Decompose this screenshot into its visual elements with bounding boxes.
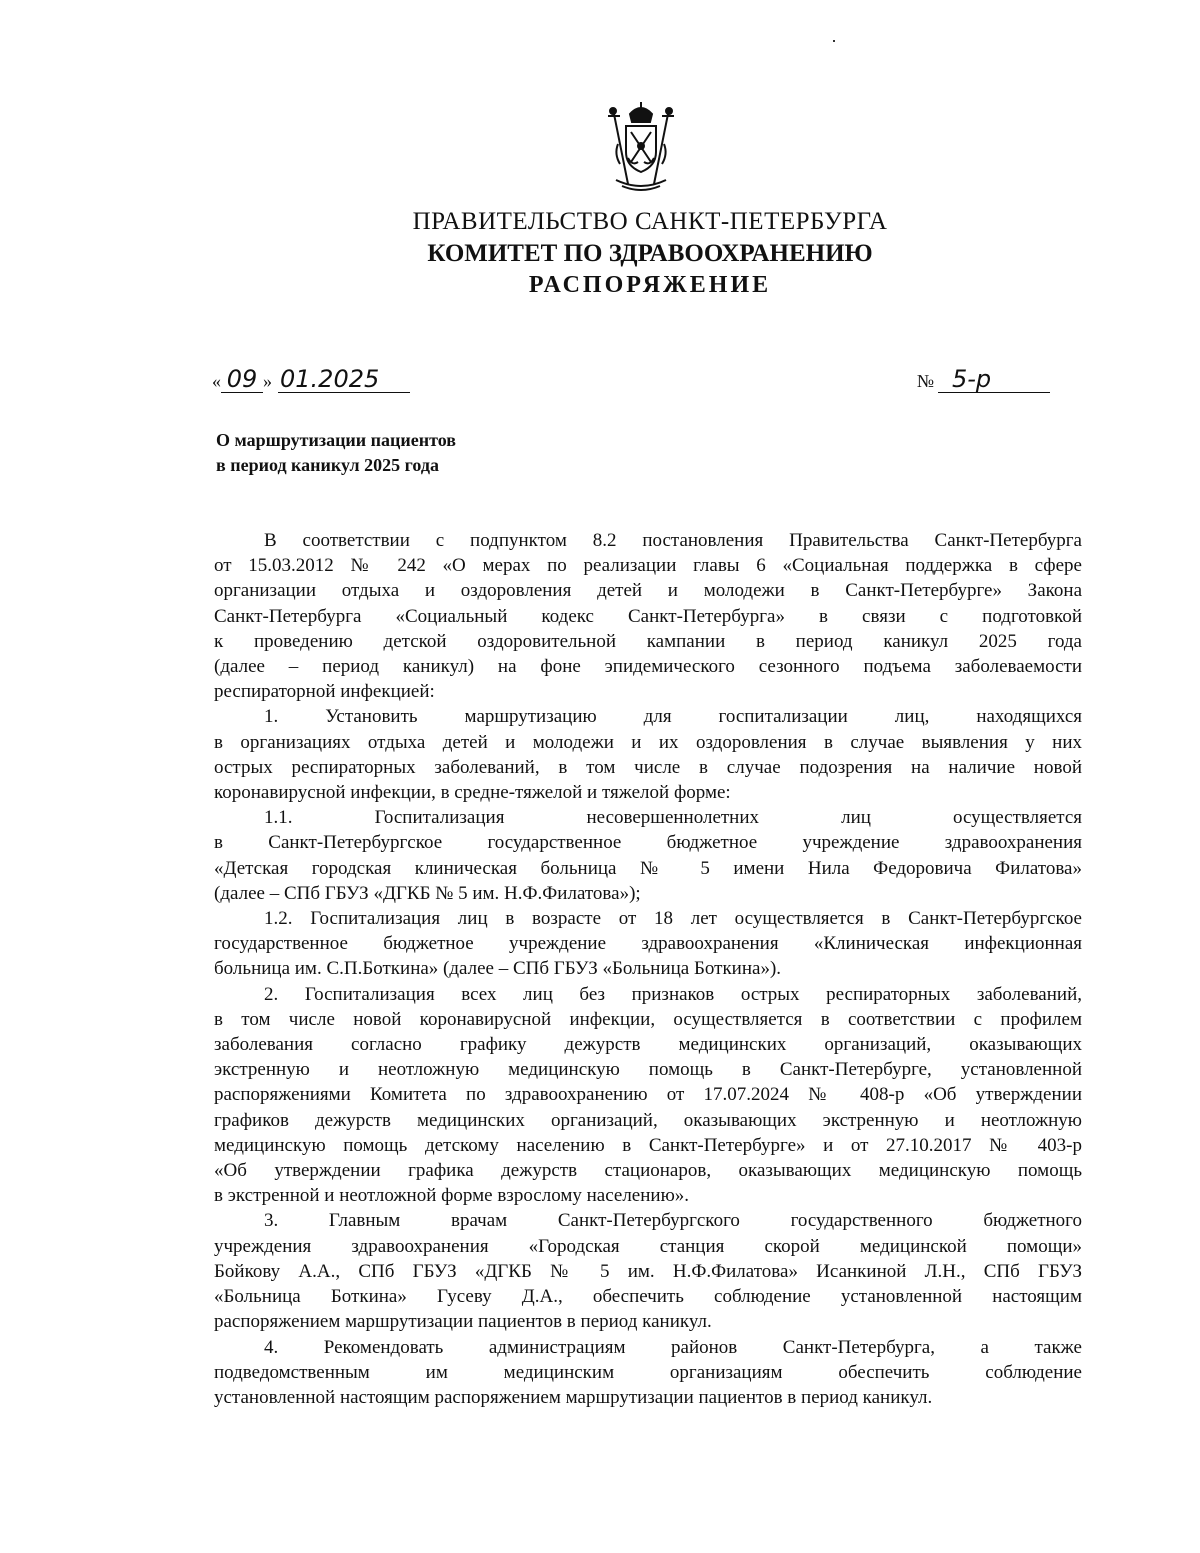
paragraph-line: 2. Госпитализация всех лиц без признаков острых респираторных заболеваний, xyxy=(264,983,1082,1005)
paragraph-line: 1. Установить маршрутизацию для госпитализации лиц, находящихся xyxy=(264,706,1082,728)
quote-open: « xyxy=(212,371,221,391)
subject-line-1: О маршрутизации пациентов xyxy=(216,430,457,450)
paragraph-line: респираторной инфекцией: xyxy=(214,681,435,703)
document-number xyxy=(917,366,1050,393)
paragraph-line: острых респираторных заболеваний, в том числе в случае подозрения на наличие новой xyxy=(214,756,1082,778)
paragraph-line: подведомственным им медицинским организациям обеспечить соблюдение xyxy=(214,1361,1082,1383)
quote-close: » xyxy=(263,371,272,391)
date-number-row xyxy=(212,366,1092,406)
document-date xyxy=(212,366,410,393)
paragraph-line: организации отдыха и оздоровления детей и молодежи в Санкт-Петербурге» Закона xyxy=(214,580,1082,602)
document-body xyxy=(214,528,1082,1410)
paragraph-p12 xyxy=(214,906,1082,982)
paragraph-line: в экстренной и неотложной форме взрослому населению». xyxy=(214,1185,690,1207)
paragraph-line: (далее – СПб ГБУЗ «ДГКБ № 5 им. Н.Ф.Филатова»); xyxy=(214,882,641,904)
paragraph-line: учреждения здравоохранения «Городская станция скорой медицинской помощи» xyxy=(214,1235,1082,1257)
paragraph-line: распоряжением маршрутизации пациентов в период каникул. xyxy=(214,1311,712,1333)
paragraph-p11 xyxy=(214,805,1082,906)
paragraph-line: «Об утверждении графика дежурств стационаров, оказывающих медицинскую помощь xyxy=(214,1160,1082,1182)
paragraph-line: «Детская городская клиническая больница № 5 имени Нила Федоровича Филатова» xyxy=(214,857,1082,879)
coat-of-arms-icon xyxy=(600,100,682,192)
paragraph-line: Санкт-Петербурга «Социальный кодекс Санкт-Петербурга» в связи с подготовкой xyxy=(214,605,1082,627)
paragraph-line: 1.1. Госпитализация несовершеннолетних лиц осуществляется xyxy=(264,807,1082,829)
paragraph-line: 4. Рекомендовать администрациям районов Санкт-Петербурга, а также xyxy=(264,1336,1082,1358)
scan-speck xyxy=(833,40,835,42)
number-label: № xyxy=(916,371,934,391)
paragraph-line: к проведению детской оздоровительной кампании в период каникул 2025 года xyxy=(214,630,1082,652)
paragraph-line: В соответствии с подпунктом 8.2 постановления Правительства Санкт-Петербурга xyxy=(264,530,1082,551)
header-order: РАСПОРЯЖЕНИЕ xyxy=(528,272,772,298)
paragraph-line: Бойкову А.А., СПб ГБУЗ «ДГКБ № 5 им. Н.Ф.Филатова» Исанкиной Л.Н., СПб ГБУЗ xyxy=(214,1260,1082,1282)
paragraph-line: установленной настоящим распоряжением маршрутизации пациентов в период каникул. xyxy=(214,1386,933,1408)
paragraph-line: распоряжениями Комитета по здравоохранению от 17.07.2024 № 408-р «Об утверждении xyxy=(214,1084,1082,1106)
paragraph-line: экстренную и неотложную медицинскую помощь в Санкт-Петербурге, установленной xyxy=(214,1059,1082,1081)
paragraph-line: в организациях отдыха детей и молодежи и их оздоровления в случае выявления у них xyxy=(214,731,1082,753)
paragraph-line: медицинскую помощь детскому населению в Санкт-Петербурге» и от 27.10.2017 № 403-р xyxy=(214,1134,1082,1156)
paragraph-line: 1.2. Госпитализация лиц в возрасте от 18 лет осуществляется в Санкт-Петербургское xyxy=(264,908,1082,930)
paragraph-line: государственное бюджетное учреждение здравоохранения «Клиническая инфекционная xyxy=(214,933,1082,955)
document-subject xyxy=(216,428,636,478)
paragraph-line: больница им. С.П.Боткина» (далее – СПб ГБУЗ «Больница Боткина»). xyxy=(214,958,782,980)
paragraph-line: в Санкт-Петербургское государственное бюджетное учреждение здравоохранения xyxy=(214,832,1082,854)
subject-line-2: в период каникул 2025 года xyxy=(216,455,439,475)
paragraph-p2 xyxy=(214,982,1082,1209)
paragraph-p4 xyxy=(214,1335,1082,1411)
paragraph-line: «Больница Боткина» Гусеву Д.А., обеспечить соблюдение установленной настоящим xyxy=(214,1286,1082,1308)
paragraph-line: в том числе новой коронавирусной инфекции, осуществляется в соответствии с профилем xyxy=(214,1008,1082,1030)
paragraph-line: графиков дежурств медицинских организаций, оказывающих экстренную и неотложную xyxy=(214,1109,1082,1131)
header-committee: КОМИТЕТ ПО ЗДРАВООХРАНЕНИЮ xyxy=(427,240,873,267)
paragraph-p3 xyxy=(214,1208,1082,1334)
header-government: ПРАВИТЕЛЬСТВО САНКТ-ПЕТЕРБУРГА xyxy=(412,208,888,235)
paragraph-p0 xyxy=(214,528,1082,704)
paragraph-line: от 15.03.2012 № 242 «О мерах по реализации главы 6 «Социальная поддержка в сфере xyxy=(214,555,1082,577)
date-month-year: 01.2025 xyxy=(278,366,410,393)
paragraph-line: (далее – период каникул) на фоне эпидемического сезонного подъема заболеваемости xyxy=(214,656,1082,678)
date-day: 09 xyxy=(221,366,263,393)
number-value: 5-р xyxy=(938,366,1050,393)
paragraph-line: 3. Главным врачам Санкт-Петербургского государственного бюджетного xyxy=(264,1210,1082,1232)
paragraph-line: заболевания согласно графику дежурств медицинских организаций, оказывающих xyxy=(214,1034,1082,1056)
paragraph-line: коронавирусной инфекции, в средне-тяжелой и тяжелой форме: xyxy=(214,782,731,804)
paragraph-p1 xyxy=(214,704,1082,805)
